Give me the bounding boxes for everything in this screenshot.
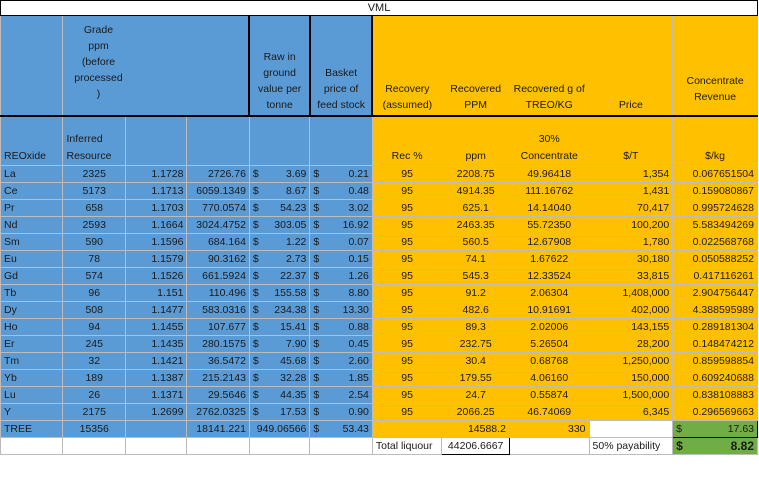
cell-revenue[interactable]: 0.995724628 [673, 199, 758, 216]
total-blank-f[interactable] [125, 420, 186, 437]
cell-reoxide[interactable]: Nd [1, 216, 63, 233]
cell-rec[interactable]: 95 [372, 165, 442, 182]
cell-price[interactable]: 1,408,000 [589, 284, 673, 301]
cell-ppm[interactable]: 2208.75 [442, 165, 510, 182]
cell-rec[interactable]: 95 [372, 182, 442, 199]
cell-basket[interactable]: $ 0.07 [310, 233, 372, 250]
total-value[interactable]: 18141.221 [187, 420, 249, 437]
cell-g[interactable]: 0.55874 [509, 386, 589, 403]
cell-rec[interactable]: 95 [372, 267, 442, 284]
cell-rec[interactable]: 95 [372, 250, 442, 267]
footer-blank-4[interactable] [187, 437, 249, 454]
cell-ppm[interactable]: 2463.35 [442, 216, 510, 233]
cell-basket[interactable]: $ 2.60 [310, 352, 372, 369]
cell-ppm[interactable]: 30.4 [442, 352, 510, 369]
total-blank-price[interactable] [589, 420, 673, 437]
cell-factor[interactable]: 1.1435 [125, 335, 186, 352]
cell-g[interactable]: 10.91691 [509, 301, 589, 318]
cell-revenue[interactable]: 0.159080867 [673, 182, 758, 199]
cell-revenue[interactable]: 0.859598854 [673, 352, 758, 369]
cell-value[interactable]: 2762.0325 [187, 403, 249, 420]
cell-g[interactable]: 0.68768 [509, 352, 589, 369]
cell-ppm[interactable]: 91.2 [442, 284, 510, 301]
cell-revenue[interactable]: 0.296569663 [673, 403, 758, 420]
cell-raw[interactable]: $ 303.05 [249, 216, 309, 233]
cell-ppm[interactable]: 560.5 [442, 233, 510, 250]
cell-grade[interactable]: 78 [63, 250, 125, 267]
cell-grade[interactable]: 2593 [63, 216, 125, 233]
cell-reoxide[interactable]: Ce [1, 182, 63, 199]
cell-price[interactable]: 1,780 [589, 233, 673, 250]
cell-ppm[interactable]: 482.6 [442, 301, 510, 318]
cell-reoxide[interactable]: Y [1, 403, 63, 420]
cell-reoxide[interactable]: Gd [1, 267, 63, 284]
table-row [1, 165, 758, 182]
cell-price[interactable]: 150,000 [589, 369, 673, 386]
subheader-blank-1[interactable] [125, 116, 186, 166]
total-raw[interactable]: 949.06566 [249, 420, 309, 437]
cell-value[interactable]: 280.1575 [187, 335, 249, 352]
cell-revenue[interactable]: 0.050588252 [673, 250, 758, 267]
cell-value[interactable]: 583.0316 [187, 301, 249, 318]
cell-rec[interactable]: 95 [372, 369, 442, 386]
cell-grade[interactable]: 2175 [63, 403, 125, 420]
header-raw[interactable]: Raw in ground value per tonne [249, 16, 309, 116]
cell-basket[interactable]: $ 16.92 [310, 216, 372, 233]
header-recovered-ppm[interactable]: Recovered PPM [442, 16, 510, 116]
cell-value[interactable]: 770.0574 [187, 199, 249, 216]
table-row [1, 301, 758, 318]
cell-factor[interactable]: 1.151 [125, 284, 186, 301]
cell-grade[interactable]: 508 [63, 301, 125, 318]
footer-total-liquour-value[interactable]: 44206.6667 [442, 437, 510, 454]
cell-grade[interactable]: 5173 [63, 182, 125, 199]
cell-revenue[interactable]: 5.583494269 [673, 216, 758, 233]
cell-value[interactable]: 36.5472 [187, 352, 249, 369]
cell-factor[interactable]: 1.1455 [125, 318, 186, 335]
cell-g[interactable]: 49.96418 [509, 165, 589, 182]
table-row [1, 352, 758, 369]
cell-factor[interactable]: 1.1421 [125, 352, 186, 369]
cell-price[interactable]: 33,815 [589, 267, 673, 284]
cell-ppm[interactable]: 179.55 [442, 369, 510, 386]
cell-grade[interactable]: 189 [63, 369, 125, 386]
cell-basket[interactable]: $ 13.30 [310, 301, 372, 318]
cell-basket[interactable]: $ 0.88 [310, 318, 372, 335]
cell-grade[interactable]: 574 [63, 267, 125, 284]
cell-price[interactable]: 1,431 [589, 182, 673, 199]
cell-raw[interactable]: $ 22.37 [249, 267, 309, 284]
cell-factor[interactable]: 1.1526 [125, 267, 186, 284]
header-basket[interactable]: Basket price of feed stock [310, 16, 372, 116]
cell-basket[interactable]: $ 1.26 [310, 267, 372, 284]
cell-g[interactable]: 14.14040 [509, 199, 589, 216]
cell-rec[interactable]: 95 [372, 216, 442, 233]
total-revenue[interactable]: $ 17.63 [673, 420, 758, 437]
cell-revenue[interactable]: 4.388595989 [673, 301, 758, 318]
total-label[interactable]: TREE [1, 420, 63, 437]
cell-price[interactable]: 143,155 [589, 318, 673, 335]
cell-g[interactable]: 2.06304 [509, 284, 589, 301]
cell-rec[interactable]: 95 [372, 284, 442, 301]
cell-revenue[interactable]: 0.838108883 [673, 386, 758, 403]
header-recovery[interactable]: Recovery (assumed) [372, 16, 442, 116]
cell-basket[interactable]: $ 0.45 [310, 335, 372, 352]
cell-reoxide[interactable]: Yb [1, 369, 63, 386]
subheader-blank-3[interactable] [249, 116, 309, 166]
cell-g[interactable]: 12.67908 [509, 233, 589, 250]
cell-raw[interactable]: $ 32.28 [249, 369, 309, 386]
header-blank[interactable] [1, 16, 63, 116]
footer-blank-6[interactable] [310, 437, 372, 454]
table-row [1, 369, 758, 386]
cell-value[interactable]: 110.496 [187, 284, 249, 301]
cell-factor[interactable]: 1.1371 [125, 386, 186, 403]
cell-g[interactable]: 55.72350 [509, 216, 589, 233]
cell-price[interactable]: 30,180 [589, 250, 673, 267]
table-row [1, 386, 758, 403]
cell-price[interactable]: 1,250,000 [589, 352, 673, 369]
subheader-reoxide[interactable]: REOxide [1, 116, 63, 166]
cell-price[interactable]: 6,345 [589, 403, 673, 420]
cell-factor[interactable]: 1.1664 [125, 216, 186, 233]
footer-payability-value[interactable]: $ 8.82 [673, 437, 758, 454]
cell-rec[interactable]: 95 [372, 199, 442, 216]
table-row [1, 233, 758, 250]
subheader-inferred[interactable]: Inferred Resource [63, 116, 125, 166]
cell-factor[interactable]: 1.1477 [125, 301, 186, 318]
cell-reoxide[interactable]: Pr [1, 199, 63, 216]
cell-ppm[interactable]: 89.3 [442, 318, 510, 335]
header-revenue[interactable]: Concentrate Revenue [673, 16, 758, 116]
subheader-rev-unit[interactable]: $/kg [673, 116, 758, 166]
total-grade[interactable]: 15356 [63, 420, 125, 437]
cell-revenue[interactable]: 0.609240688 [673, 369, 758, 386]
table-row [1, 216, 758, 233]
cell-value[interactable]: 661.5924 [187, 267, 249, 284]
cell-basket[interactable]: $ 2.54 [310, 386, 372, 403]
cell-rec[interactable]: 95 [372, 335, 442, 352]
subheader-rec-pct[interactable]: Rec % [372, 116, 442, 166]
footer-blank-5[interactable] [249, 437, 309, 454]
cell-raw[interactable]: $ 44.35 [249, 386, 309, 403]
cell-revenue[interactable]: 0.067651504 [673, 165, 758, 182]
currency-symbol: $ [313, 422, 320, 435]
cell-reoxide[interactable]: Dy [1, 301, 63, 318]
subheader-price-unit[interactable]: $/T [589, 116, 673, 166]
table-row [1, 250, 758, 267]
cell-g[interactable]: 12.33524 [509, 267, 589, 284]
cell-rec[interactable]: 95 [372, 233, 442, 250]
table-row [1, 403, 758, 420]
cell-factor[interactable]: 1.1387 [125, 369, 186, 386]
cell-price[interactable]: 1,500,000 [589, 386, 673, 403]
cell-raw[interactable]: $ 234.38 [249, 301, 309, 318]
cell-raw[interactable]: $ 8.67 [249, 182, 309, 199]
cell-value[interactable]: 684.164 [187, 233, 249, 250]
table-row [1, 335, 758, 352]
total-basket[interactable]: $ 53.43 [310, 420, 372, 437]
table-row [1, 267, 758, 284]
cell-factor[interactable]: 1.1579 [125, 250, 186, 267]
table-row [1, 182, 758, 199]
cell-value[interactable]: 29.5646 [187, 386, 249, 403]
cell-price[interactable]: 1,354 [589, 165, 673, 182]
cell-g[interactable]: 4.06160 [509, 369, 589, 386]
sheet-title[interactable]: VML [1, 1, 758, 16]
cell-value[interactable]: 107.677 [187, 318, 249, 335]
cell-raw[interactable]: $ 15.41 [249, 318, 309, 335]
cell-reoxide[interactable]: Tb [1, 284, 63, 301]
cell-reoxide[interactable]: Lu [1, 386, 63, 403]
cell-grade[interactable]: 2325 [63, 165, 125, 182]
cell-revenue[interactable]: 0.022568768 [673, 233, 758, 250]
cell-reoxide[interactable]: Eu [1, 250, 63, 267]
cell-basket[interactable]: $ 8.80 [310, 284, 372, 301]
cell-reoxide[interactable]: Sm [1, 233, 63, 250]
cell-revenue[interactable]: 0.289181304 [673, 318, 758, 335]
cell-price[interactable]: 100,200 [589, 216, 673, 233]
footer-blank-3[interactable] [125, 437, 186, 454]
cell-price[interactable]: 28,200 [589, 335, 673, 352]
cell-ppm[interactable]: 625.1 [442, 199, 510, 216]
cell-factor[interactable]: 1.1728 [125, 165, 186, 182]
cell-grade[interactable]: 590 [63, 233, 125, 250]
subheader-blank-2[interactable] [187, 116, 249, 166]
cell-raw[interactable]: $ 7.90 [249, 335, 309, 352]
cell-grade[interactable]: 32 [63, 352, 125, 369]
cell-reoxide[interactable]: Ho [1, 318, 63, 335]
total-ppm[interactable]: 14588.2 [442, 420, 510, 437]
cell-grade[interactable]: 245 [63, 335, 125, 352]
cell-value[interactable]: 90.3162 [187, 250, 249, 267]
cell-value[interactable]: 3024.4752 [187, 216, 249, 233]
cell-raw[interactable]: $ 3.69 [249, 165, 309, 182]
cell-raw[interactable]: $ 155.58 [249, 284, 309, 301]
footer-blank-1[interactable] [1, 437, 63, 454]
cell-revenue[interactable]: 0.417116261 [673, 267, 758, 284]
cell-factor[interactable]: 1.1703 [125, 199, 186, 216]
cell-raw[interactable]: $ 2.73 [249, 250, 309, 267]
cell-rec[interactable]: 95 [372, 318, 442, 335]
table-row [1, 199, 758, 216]
cell-rec[interactable]: 95 [372, 301, 442, 318]
cell-raw[interactable]: $ 54.23 [249, 199, 309, 216]
cell-basket[interactable]: $ 0.48 [310, 182, 372, 199]
cell-basket[interactable]: $ 1.85 [310, 369, 372, 386]
cell-g[interactable]: 1.67622 [509, 250, 589, 267]
total-blank-rec[interactable] [372, 420, 442, 437]
cell-g[interactable]: 2.02006 [509, 318, 589, 335]
cell-ppm[interactable]: 4914.35 [442, 182, 510, 199]
footer-blank-2[interactable] [63, 437, 125, 454]
cell-price[interactable]: 402,000 [589, 301, 673, 318]
cell-g[interactable]: 111.16762 [509, 182, 589, 199]
cell-grade[interactable]: 658 [63, 199, 125, 216]
cell-ppm[interactable]: 545.3 [442, 267, 510, 284]
footer-blank-7[interactable] [509, 437, 589, 454]
total-g[interactable]: 330 [509, 420, 589, 437]
cell-revenue[interactable]: 2.904756447 [673, 284, 758, 301]
cell-factor[interactable]: 1.1713 [125, 182, 186, 199]
cell-basket[interactable]: $ 0.90 [310, 403, 372, 420]
cell-revenue[interactable]: 0.148474212 [673, 335, 758, 352]
header-price[interactable]: Price [589, 16, 673, 116]
cell-reoxide[interactable]: La [1, 165, 63, 182]
cell-factor[interactable]: 1.1596 [125, 233, 186, 250]
cell-g[interactable]: 5.26504 [509, 335, 589, 352]
cell-rec[interactable]: 95 [372, 352, 442, 369]
cell-value[interactable]: 6059.1349 [187, 182, 249, 199]
cell-grade[interactable]: 26 [63, 386, 125, 403]
footer-payability-label[interactable]: 50% payability [589, 437, 673, 454]
cell-ppm[interactable]: 2066.25 [442, 403, 510, 420]
cell-ppm[interactable]: 74.1 [442, 250, 510, 267]
cell-grade[interactable]: 94 [63, 318, 125, 335]
cell-rec[interactable]: 95 [372, 386, 442, 403]
cell-grade[interactable]: 96 [63, 284, 125, 301]
table-row [1, 318, 758, 335]
cell-value[interactable]: 215.2143 [187, 369, 249, 386]
subheader-concentrate[interactable]: 30% Concentrate [509, 116, 589, 166]
header-recovered-g[interactable]: Recovered g of TREO/KG [509, 16, 589, 116]
cell-value[interactable]: 2726.76 [187, 165, 249, 182]
cell-reoxide[interactable]: Er [1, 335, 63, 352]
subheader-blank-4[interactable] [310, 116, 372, 166]
cell-raw[interactable]: $ 45.68 [249, 352, 309, 369]
cell-rec[interactable]: 95 [372, 403, 442, 420]
subheader-ppm[interactable]: ppm [442, 116, 510, 166]
cell-raw[interactable]: $ 1.22 [249, 233, 309, 250]
cell-factor[interactable]: 1.2699 [125, 403, 186, 420]
cell-raw[interactable]: $ 17.53 [249, 403, 309, 420]
header-grade[interactable]: Grade ppm (before processed ) [63, 16, 249, 116]
cell-price[interactable]: 70,417 [589, 199, 673, 216]
cell-reoxide[interactable]: Tm [1, 352, 63, 369]
cell-basket[interactable]: $ 3.02 [310, 199, 372, 216]
footer-total-liquour-label[interactable]: Total liquour [372, 437, 442, 454]
cell-basket[interactable]: $ 0.15 [310, 250, 372, 267]
cell-basket[interactable]: $ 0.21 [310, 165, 372, 182]
table-row [1, 284, 758, 301]
cell-g[interactable]: 46.74069 [509, 403, 589, 420]
cell-ppm[interactable]: 24.7 [442, 386, 510, 403]
cell-ppm[interactable]: 232.75 [442, 335, 510, 352]
